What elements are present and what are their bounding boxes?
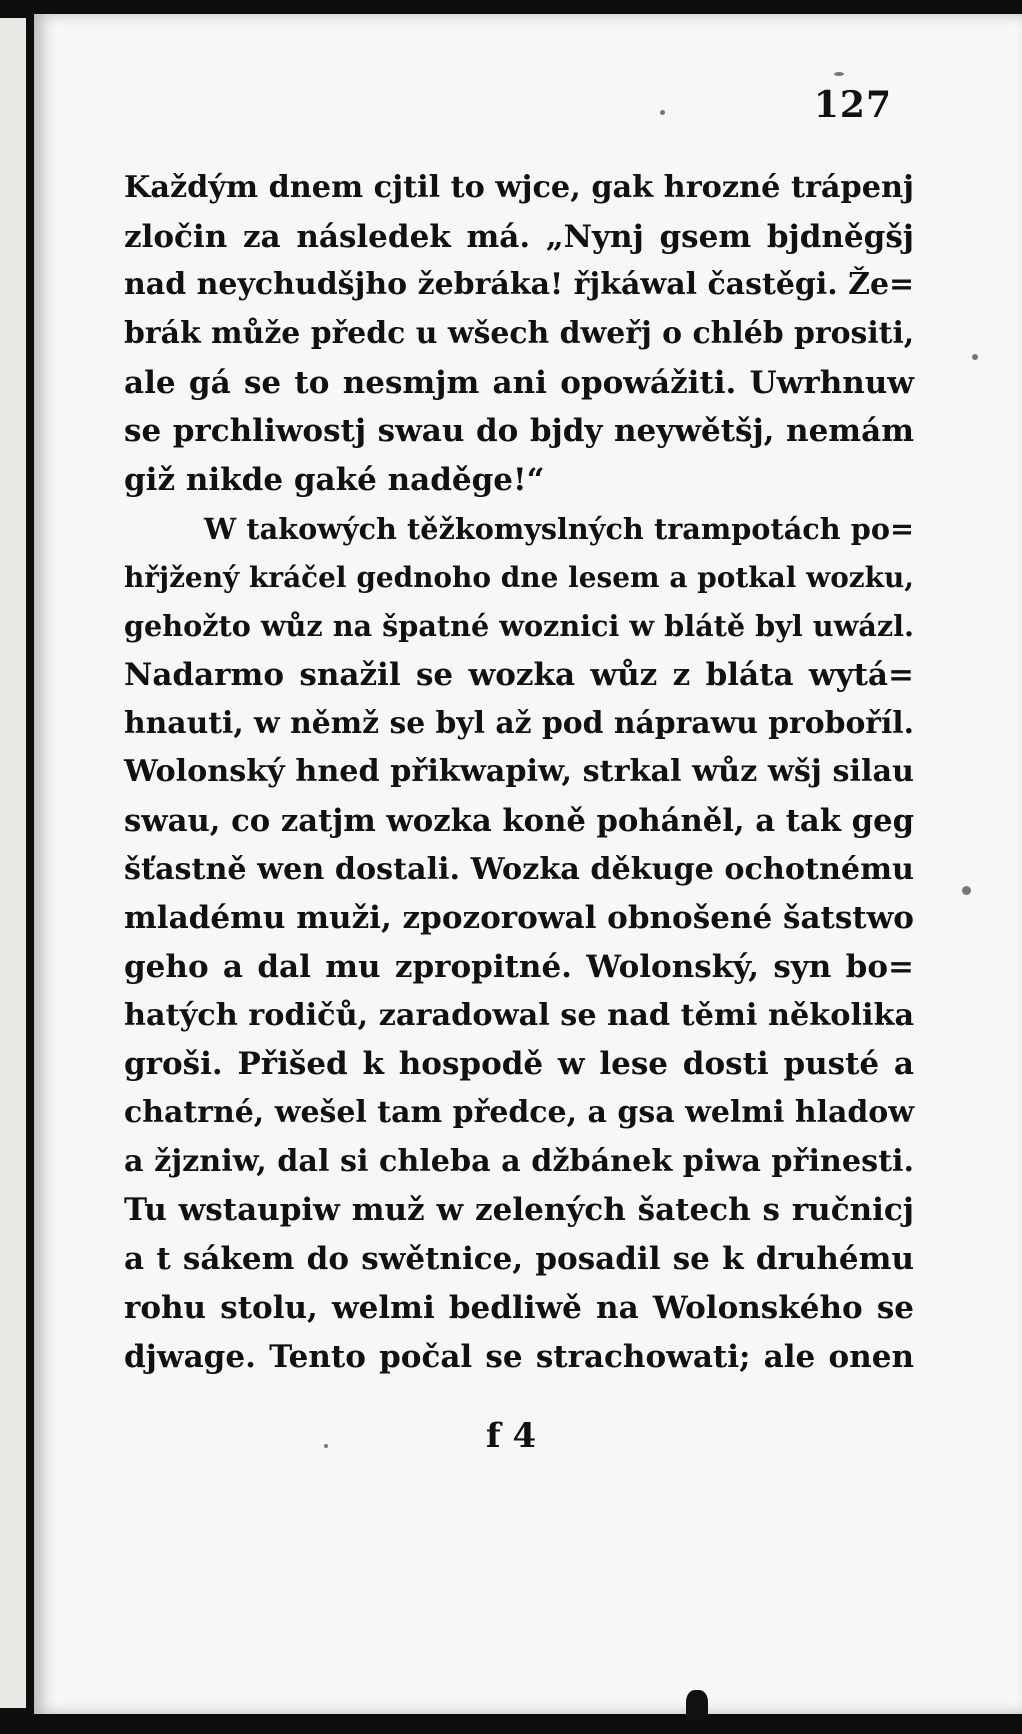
text-line: zločin za následek má. „Nynj gsem bjdněgšj bbox=[124, 218, 914, 255]
text-line: a žjzniw, dal si chleba a džbánek piwa přinesti. bbox=[124, 1143, 914, 1179]
text-line: groši. Přišed k hospodě w lese dosti pusté a bbox=[124, 1046, 914, 1083]
text-line: djwage. Tento počal se strachowati; ale onen bbox=[124, 1338, 914, 1375]
paragraph-1 bbox=[124, 164, 914, 505]
ink-speck bbox=[972, 354, 978, 360]
text-line: hřjžený kráčel gednoho dne lesem a potkal wozku, bbox=[124, 560, 914, 594]
page-number: 127 bbox=[813, 84, 892, 126]
text-line: Každým dnem cjtil to wjce, gak hrozné trápenj bbox=[124, 170, 914, 205]
body-text bbox=[124, 164, 914, 1381]
text-line: Nadarmo snažil se wozka wůz z bláta wytá= bbox=[124, 656, 914, 693]
text-line: Tu wstaupiw muž w zelených šatech s ručnicj bbox=[124, 1192, 914, 1229]
paragraph-2 bbox=[124, 505, 914, 1381]
ink-speck bbox=[962, 886, 971, 895]
text-line: ale gá se to nesmjm ani opowážiti. Uwrhnuw bbox=[124, 364, 914, 401]
text-line: brák může předc u wšech dweřj o chléb prositi, bbox=[124, 316, 915, 352]
previous-page-edge bbox=[0, 18, 26, 1708]
text-line: Wolonský hned přikwapiw, strkal wůz wšj silau bbox=[124, 754, 914, 790]
ink-blot bbox=[686, 1690, 708, 1720]
text-line: nad neychudšjho žebráka! řjkáwal častěgi. Že= bbox=[124, 267, 915, 303]
text-line: giž nikde gaké naděge!“ bbox=[124, 462, 545, 499]
book-page bbox=[34, 14, 1022, 1714]
text-line: hatých rodičů, zaradowal se nad těmi několika bbox=[124, 997, 915, 1033]
text-line: gehožto wůz na špatné woznici w blátě byl uwázl. bbox=[124, 609, 914, 644]
signature-mark: f 4 bbox=[486, 1416, 537, 1456]
text-line: geho a dal mu zpropitné. Wolonský, syn bo= bbox=[124, 949, 914, 985]
text-line: rohu stolu, welmi bedliwě na Wolonského se bbox=[124, 1289, 914, 1326]
text-line: mladému muži, zpozorowal obnošené šatstwo bbox=[124, 900, 914, 937]
text-line: swau, co zatjm wozka koně poháněl, a tak geg bbox=[124, 802, 915, 839]
text-line: se prchliwostj swau do bjdy neywětšj, nemám bbox=[124, 413, 914, 450]
text-line: chatrné, wešel tam předce, a gsa welmi hladow bbox=[124, 1095, 914, 1131]
ink-speck bbox=[834, 72, 844, 76]
ink-speck bbox=[324, 1444, 328, 1448]
text-line: šťastně wen dostali. Wozka děkuge ochotnému bbox=[124, 851, 914, 887]
text-line: hnauti, w němž se byl až pod náprawu proboříl. bbox=[124, 705, 914, 741]
ink-speck bbox=[660, 110, 665, 115]
text-line: W takowých těžkomyslných trampotách po= bbox=[204, 511, 914, 546]
text-line: a t sákem do swětnice, posadil se k druhému bbox=[124, 1241, 914, 1278]
